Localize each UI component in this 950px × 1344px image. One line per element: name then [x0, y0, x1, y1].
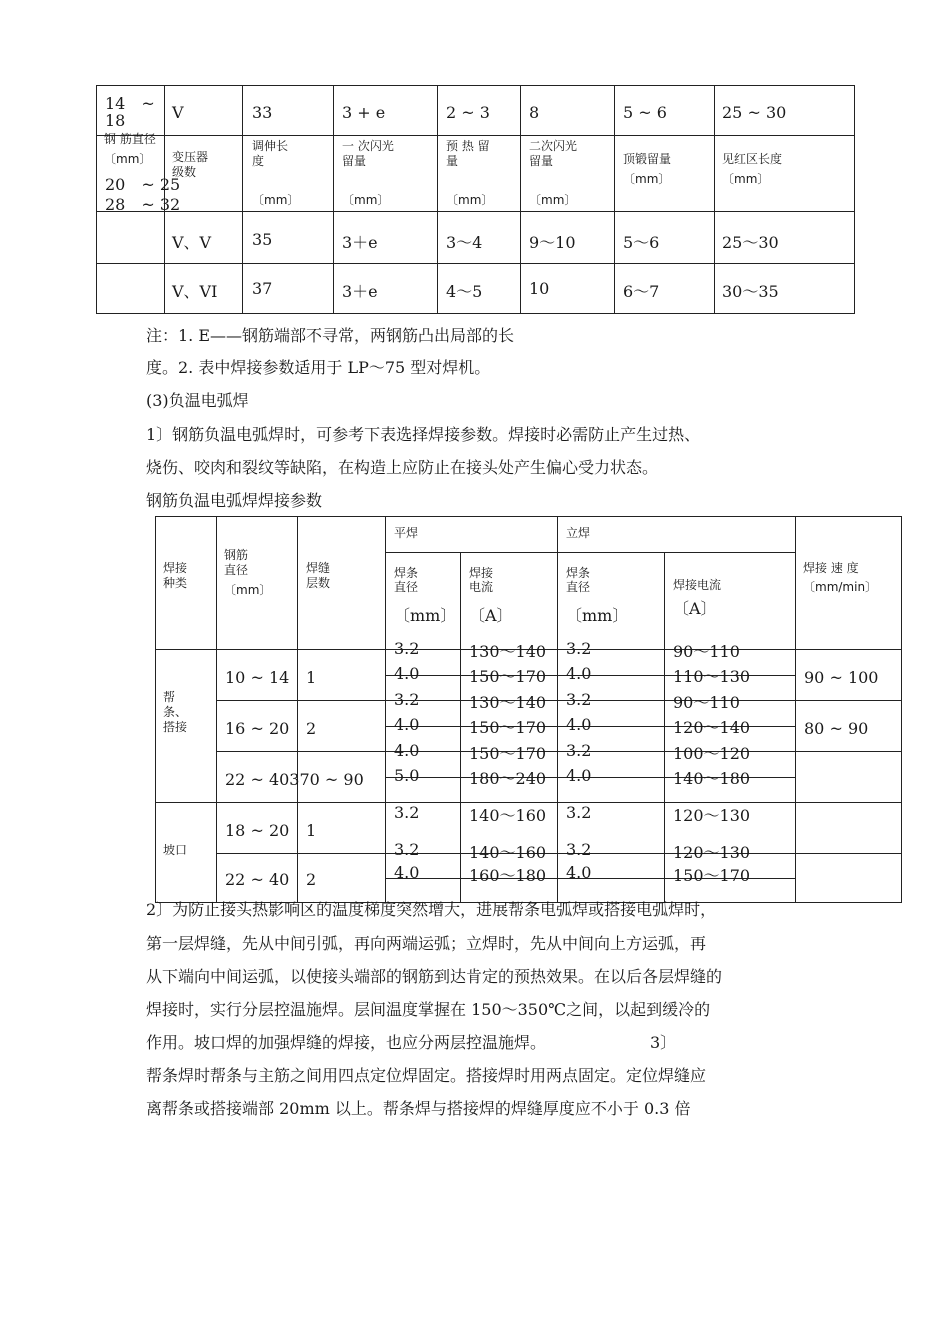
- cell: 4.0: [566, 766, 592, 785]
- header-cell: 一 次闪光: [342, 139, 394, 153]
- header-cell: 见红区长度: [722, 152, 783, 166]
- cell: 33: [252, 103, 273, 122]
- cell: 3.2: [394, 690, 420, 709]
- cell: 4.0: [394, 664, 420, 683]
- cell: 4.0: [394, 863, 420, 882]
- cell: 4.0: [566, 715, 592, 734]
- cell: 28 ~ 32: [105, 195, 181, 214]
- cell: 35: [252, 230, 273, 249]
- cell: 80 ~ 90: [804, 719, 869, 738]
- cell: 8: [529, 103, 540, 122]
- header-cell: 〔mm/min〕: [803, 580, 878, 594]
- cell: 6～7: [623, 282, 660, 301]
- cell: 37: [252, 279, 273, 298]
- header-cell: 直径: [224, 563, 249, 577]
- cell: 10 ~ 14: [225, 668, 290, 687]
- header-cell: 电流: [469, 580, 494, 594]
- header-cell: 〔mm〕: [566, 606, 629, 625]
- header-cell: 钢 筋直径: [104, 132, 156, 146]
- cell: 180～240: [469, 769, 547, 788]
- cell: 150～170: [469, 718, 547, 737]
- cell: 3.2: [394, 803, 420, 822]
- cell: 90～110: [673, 693, 740, 712]
- header-cell: 直径: [394, 580, 419, 594]
- cell: 150～170: [469, 744, 547, 763]
- cell: 5 ~ 6: [623, 103, 667, 122]
- group-label: 坡口: [163, 843, 188, 857]
- cell: V、V: [172, 233, 212, 252]
- paragraph-line: 第一层焊缝，先从中间引弧，再向两端运弧；立焊时，先从中间向上方运弧，再: [146, 934, 707, 953]
- cell: 3.2: [566, 741, 592, 760]
- cell: 160～180: [469, 866, 547, 885]
- cell: 3～4: [446, 233, 483, 252]
- header-cell: 焊接 速 度: [803, 561, 859, 575]
- header-cell: 层数: [306, 576, 331, 590]
- cell: 4～5: [446, 282, 483, 301]
- header-cell: 〔mm〕: [342, 193, 390, 207]
- header-cell: 〔mm〕: [529, 193, 577, 207]
- cell: 25 ~ 30: [722, 103, 787, 122]
- header-cell: 焊条: [566, 566, 591, 580]
- header-cell: 焊接: [469, 566, 494, 580]
- cell: 150～170: [469, 667, 547, 686]
- cell: 140～160: [469, 843, 547, 862]
- header-cell: 〔mm〕: [104, 152, 152, 166]
- cell: 18 ~ 20: [225, 821, 290, 840]
- cell: 18: [105, 111, 126, 130]
- header-cell: 〔mm〕: [722, 172, 770, 186]
- header-cell: 焊接: [163, 561, 188, 575]
- paragraph-line: 2〕为防止接头热影响区的温度梯度突然增大，进展帮条电弧焊或搭接电弧焊时，: [146, 900, 717, 919]
- header-cell: 量: [446, 154, 459, 168]
- cell: 150～170: [673, 866, 751, 885]
- header-cell: 平焊: [394, 526, 419, 540]
- paragraph-line: 焊接时，实行分层控温施焊。层间温度掌握在 150～350℃之间，以起到缓冷的: [146, 1000, 711, 1019]
- cell: 2: [306, 870, 317, 889]
- cell: 5～6: [623, 233, 660, 252]
- cell: 3.2: [566, 639, 592, 658]
- cell: 3.2: [566, 690, 592, 709]
- header-cell: 调伸长: [252, 139, 289, 153]
- cell: 2 ~ 3: [446, 103, 490, 122]
- section-heading: (3)负温电弧焊: [146, 391, 249, 410]
- paragraph-line: 从下端向中间运弧，以使接头端部的钢筋到达肯定的预热效果。在以后各层焊缝的: [146, 967, 723, 986]
- cell: 120～130: [673, 806, 751, 825]
- note-line: 注：1. E——钢筋端部不寻常，两钢筋凸出局部的长: [146, 326, 515, 345]
- cell: 3 + e: [342, 103, 386, 122]
- header-cell: 留量: [342, 154, 367, 168]
- cell: V、VI: [172, 282, 218, 301]
- header-cell: 顶锻留量: [623, 152, 672, 166]
- header-cell: 焊条: [394, 566, 419, 580]
- cell: 1: [306, 821, 317, 840]
- header-cell: 〔mm〕: [446, 193, 494, 207]
- cell: 3.2: [566, 803, 592, 822]
- cell: 140～180: [673, 769, 751, 788]
- cell: 90～110: [673, 642, 740, 661]
- header-cell: 预 热 留: [446, 139, 490, 153]
- paragraph-line: 离帮条或搭接端部 20mm 以上。帮条焊与搭接焊的焊缝厚度应不小于 0.3 倍: [146, 1099, 691, 1118]
- header-cell: 焊缝: [306, 561, 331, 575]
- header-cell: 〔A〕: [673, 599, 717, 618]
- cell: 120～140: [673, 718, 751, 737]
- header-cell: 留量: [529, 154, 554, 168]
- paragraph-line: 作用。坡口焊的加强焊缝的焊接，也应分两层控温施焊。 3〕: [146, 1033, 677, 1052]
- header-cell: 钢筋: [224, 548, 249, 562]
- cell: 3.2: [566, 840, 592, 859]
- cell: 4.0: [394, 715, 420, 734]
- header-cell: 二次闪光: [529, 139, 578, 153]
- note-line: 度。2. 表中焊接参数适用于 LP～75 型对焊机。: [146, 358, 491, 377]
- cell: V: [172, 103, 184, 122]
- cell: 5.0: [394, 766, 420, 785]
- paragraph-line: 烧伤、咬肉和裂纹等缺陷，在构造上应防止在接头处产生偏心受力状态。: [146, 458, 659, 477]
- cell: 20 ~ 25: [105, 175, 181, 194]
- header-cell: 〔mm〕: [394, 606, 457, 625]
- paragraph-line: 1〕钢筋负温电弧焊时，可参考下表选择焊接参数。焊接时必需防止产生过热、: [146, 425, 701, 444]
- header-cell: 立焊: [566, 526, 591, 540]
- cell: 130～140: [469, 693, 547, 712]
- header-cell: 度: [252, 154, 265, 168]
- cell: 3＋e: [342, 282, 378, 301]
- cell: 1: [306, 668, 317, 687]
- cell: 120～130: [673, 843, 751, 862]
- header-cell: 级数: [172, 165, 197, 179]
- header-cell: 〔mm〕: [623, 172, 671, 186]
- group-label: 搭接: [163, 720, 188, 734]
- header-cell: 〔A〕: [469, 606, 513, 625]
- cell: 14 ~: [105, 94, 155, 113]
- group-label: 条、: [163, 705, 188, 719]
- cell: 9～10: [529, 233, 576, 252]
- header-cell: 直径: [566, 580, 591, 594]
- group-label: 帮: [163, 690, 176, 704]
- cell: 4.0: [566, 664, 592, 683]
- cell: 10: [529, 279, 550, 298]
- header-cell: 〔mm〕: [224, 583, 272, 597]
- header-cell: 〔mm〕: [252, 193, 300, 207]
- paragraph-line: 帮条焊时帮条与主筋之间用四点定位焊固定。搭接焊时用两点固定。定位焊缝应: [146, 1066, 707, 1085]
- header-cell: 焊接电流: [673, 578, 722, 592]
- cell: 30～35: [722, 282, 779, 301]
- cell: 25～30: [722, 233, 779, 252]
- cell: 130～140: [469, 642, 547, 661]
- cell: 3＋e: [342, 233, 378, 252]
- header-cell: 种类: [163, 576, 188, 590]
- cell: 110～130: [673, 667, 751, 686]
- cell: 4.0: [394, 741, 420, 760]
- cell: 3.2: [394, 840, 420, 859]
- header-cell: 变压器: [172, 150, 209, 164]
- cell: 2: [306, 719, 317, 738]
- table-title: 钢筋负温电弧焊焊接参数: [146, 491, 323, 510]
- cell: 16 ~ 20: [225, 719, 290, 738]
- cell: 22 ~ 40370 ~ 90: [225, 770, 364, 789]
- cell: 4.0: [566, 863, 592, 882]
- cell: 100～120: [673, 744, 751, 763]
- cell: 3.2: [394, 639, 420, 658]
- cell: 22 ~ 40: [225, 870, 290, 889]
- cell: 90 ~ 100: [804, 668, 879, 687]
- cell: 140～160: [469, 806, 547, 825]
